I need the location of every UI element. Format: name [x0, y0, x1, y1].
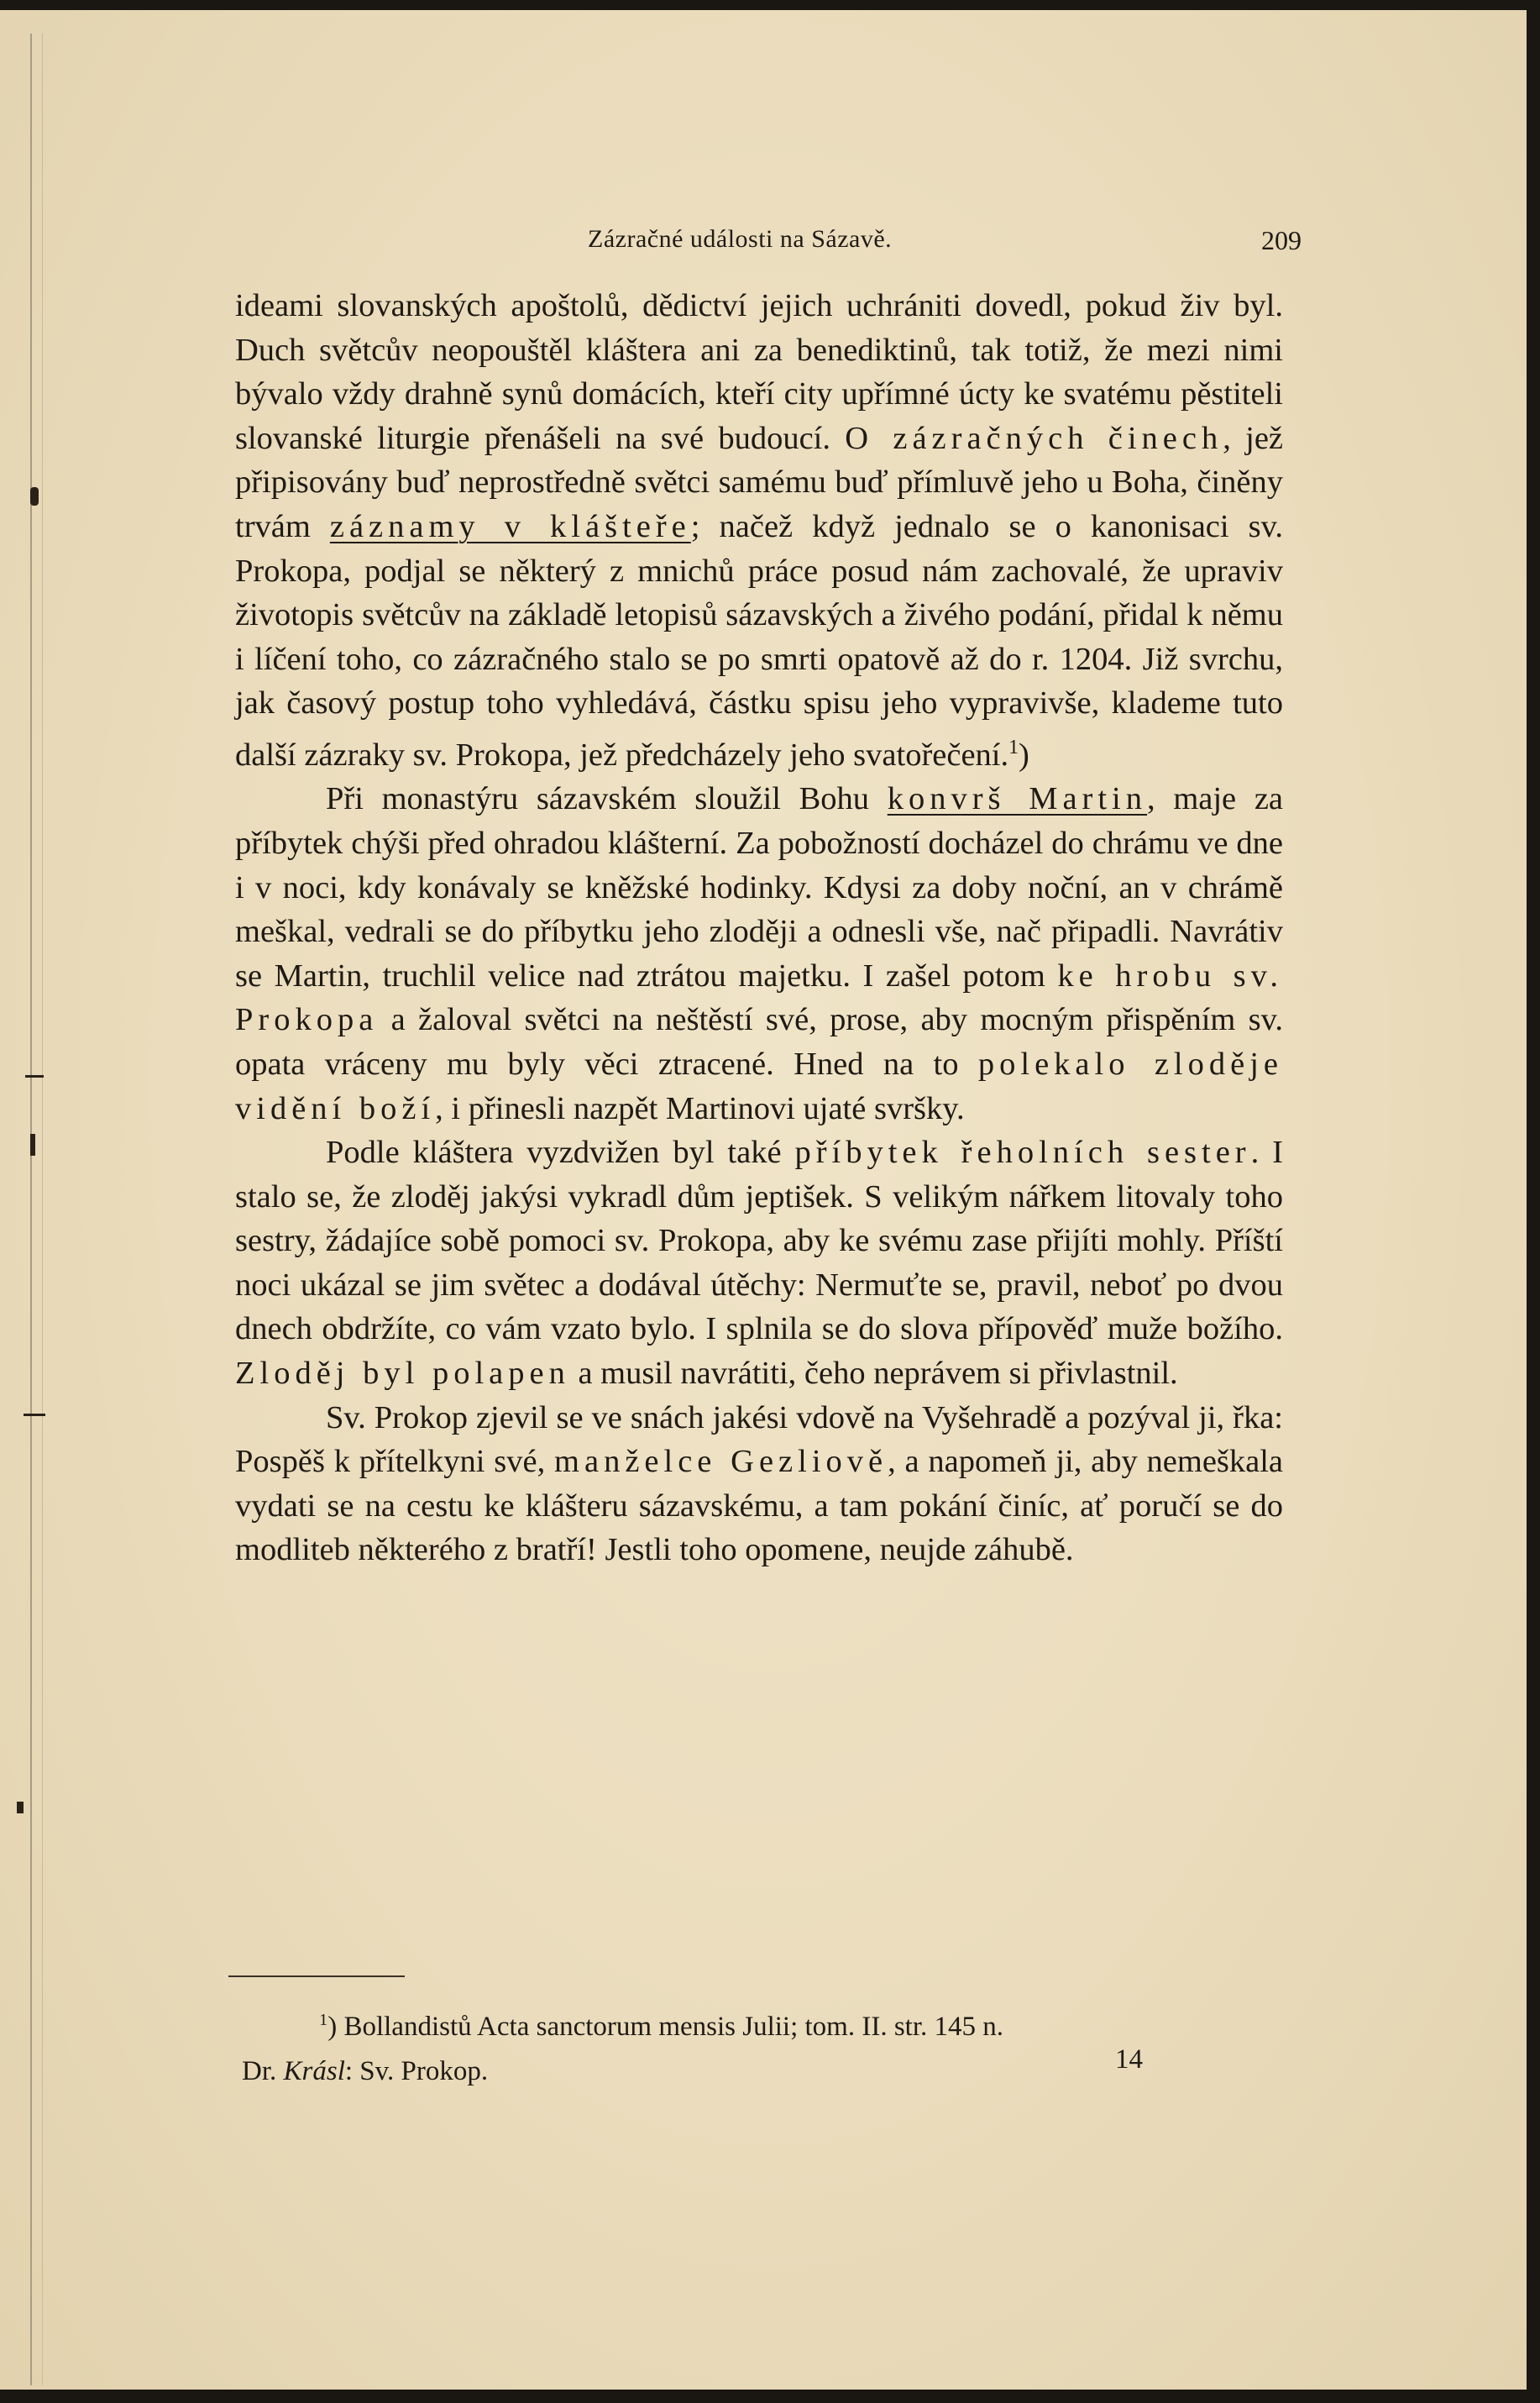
paragraph	[235, 284, 1283, 777]
footnote-text: ) Bollandistů Acta sanctorum mensis Julii; tom. II. str. 145 n.	[327, 2012, 1003, 2042]
signature-sheet-number: 14	[1115, 2044, 1143, 2075]
emphasized-text: manželce Gezliově	[554, 1444, 888, 1480]
paragraph	[235, 1131, 1283, 1396]
signature-suffix: : Sv. Prokop.	[344, 2056, 489, 2086]
signature-author-name: Krásl	[283, 2056, 345, 2086]
emphasized-text: konvrš Martin	[887, 781, 1148, 817]
footnote-rule	[228, 1975, 405, 1977]
margin-ink-mark	[17, 1802, 24, 1813]
footnote-reference: 1	[1008, 736, 1019, 758]
text-run: a musil navrátiti, čeho neprávem si přivlastnil.	[569, 1356, 1178, 1392]
footnote-marker: 1	[319, 2011, 328, 2029]
text-run: , a napomeň ji, aby nemeškala vydati se na cestu ke klášteru sázavskému, a tam pokání činíc, ať poručí se do modliteb některého z bratří! Jestli toho opomene, neujde záhubě.	[235, 1444, 1284, 1568]
text-run: , i přinesli nazpět Martinovi ujaté svršky.	[435, 1090, 965, 1126]
binding-edge-line-inner	[42, 34, 43, 2385]
text-run: Sv. Prokop zjevil se ve snách jakési vdově na Vyšehradě a pozýval ji, řka: Pospěš k přítelkyni své,	[235, 1399, 1283, 1480]
margin-ink-mark	[24, 1414, 45, 1416]
body-text	[235, 284, 1283, 1572]
paragraph	[235, 1396, 1283, 1572]
text-run: )	[1019, 737, 1029, 773]
binding-edge-line	[30, 34, 32, 2385]
text-run: ; načež když jednalo se o kanonisaci sv. Prokopa, podjal se některý z mnichů práce posud nám zachovalé, že upraviv životopis světcův na základě letopisů sázavských a živého podání, přidal k němu i líčení toho, co zázračného stalo se po smrti opatově až do r. 1204. Již svrchu, jak časový postup toho vyhledává, částku spisu jeho vypravivše, klademe tuto další zázraky sv. Prokopa, jež předcházely jeho svatořečení.	[235, 508, 1283, 773]
text-run: , jež připisovány buď neprostředně světci samému buď přímluvě jeho u Boha, činěny trvám	[235, 420, 1283, 544]
text-run: . I stalo se, že zloděj jakýsi vykradl dům jeptišek. S velikým nářkem litovaly toho sestry, žádajíce sobě pomoci sv. Prokopa, aby ke svému zase přijíti mohly. Příští noci ukázal se jim světec a dodával útěchy: Nermuťte se, pravil, neboť po dvou dnech obdržíte, co vám vzato bylo. I splnila se do slova přípověď muže božího.	[235, 1135, 1283, 1347]
margin-ink-mark	[30, 1134, 35, 1156]
margin-ink-mark	[30, 487, 39, 506]
footnote	[319, 2011, 1003, 2043]
emphasized-text: polekalo zloděje vidění boží	[235, 1046, 1283, 1126]
emphasized-text: O zázračných činech	[845, 420, 1223, 456]
text-run: ideami slovanských apoštolů, dědictví jejich uchrániti dovedl, pokud živ byl. Duch světcův neopouštěl kláštera ani za benediktinů, tak totiž, že mezi nimi bývalo vždy drahně synů domácích, kteří city upřímné úcty ke svatému pěstiteli slovanské liturgie přenášeli na své budoucí.	[235, 288, 1283, 456]
running-title: Zázračné události na Sázavě.	[588, 225, 893, 253]
emphasized-text: ke hrobu sv. Prokopa	[235, 958, 1283, 1038]
text-run: Podle kláštera vyzdvižen byl také	[326, 1135, 795, 1171]
margin-ink-mark	[25, 1075, 44, 1078]
text-run: , maje za příbytek chýši před ohradou klášterní. Za pobožností docházel do chrámu ve dne i v noci, kdy konávaly se kněžské hodinky. Kdysi za doby noční, an v chrámě meškal, vedrali se do příbytku jeho zloději a odnesli vše, nač připadli. Navrátiv se Martin, truchlil velice nad ztrátou majetku. I zašel potom	[235, 781, 1283, 994]
signature-author	[242, 2056, 488, 2087]
text-run: Při monastýru sázavském sloužil Bohu	[326, 781, 888, 817]
emphasized-text: Zloděj byl polapen	[235, 1356, 570, 1392]
text-run: a žaloval světci na neštěstí své, prose, aby mocným přispěním sv. opata vráceny mu byly věci ztracené. Hned na to	[235, 1002, 1283, 1082]
emphasized-text: záznamy v klášteře	[329, 508, 691, 544]
page-number: 209	[1261, 225, 1302, 255]
emphasized-text: příbytek řeholních sester	[794, 1135, 1251, 1171]
signature-prefix: Dr.	[242, 2056, 284, 2086]
paragraph	[235, 777, 1283, 1131]
scan-right-border	[1527, 0, 1540, 2403]
scan-top-border	[0, 0, 1540, 10]
scan-bottom-border	[0, 2390, 1540, 2403]
